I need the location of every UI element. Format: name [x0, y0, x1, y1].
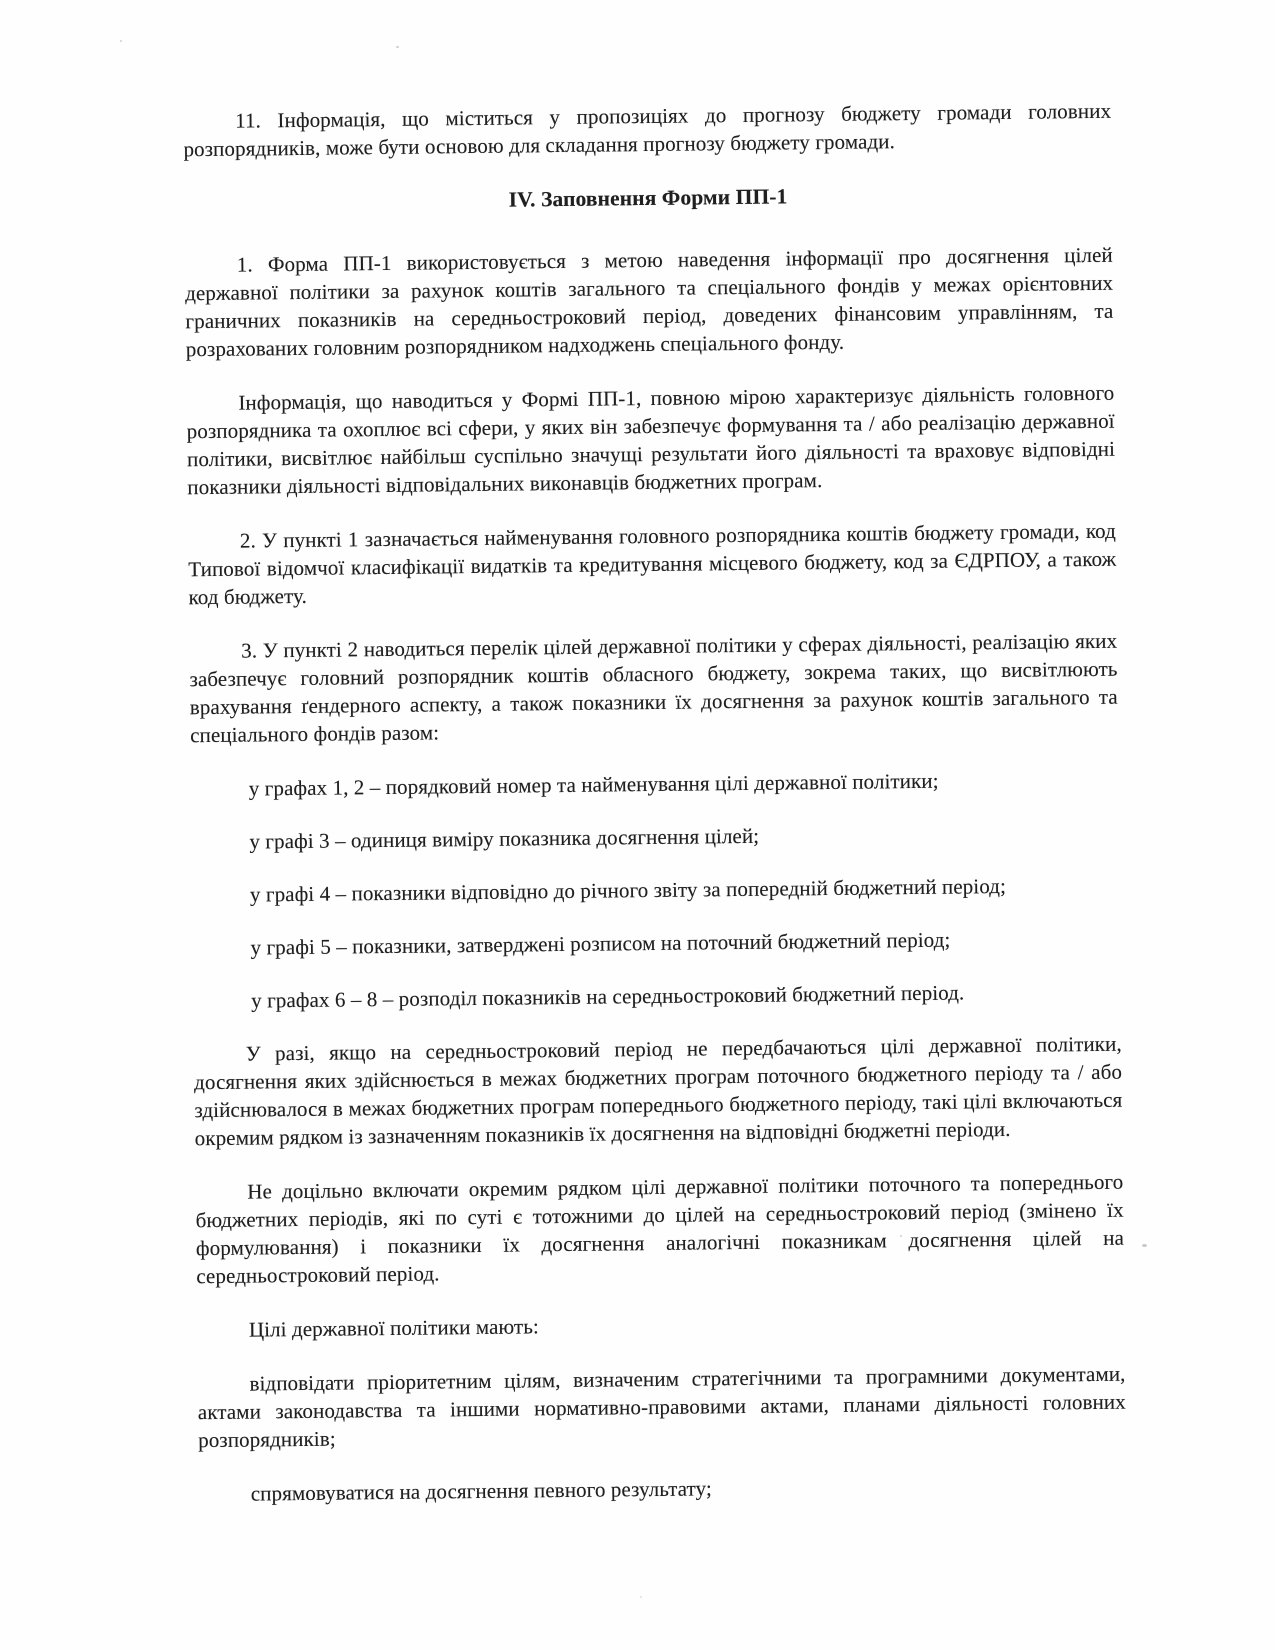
paragraph-goals-must: Цілі державної політики мають: [248, 1314, 540, 1342]
paragraph-3-point-2: 3. У пункті 2 наводиться перелік цілей державної політики у сферах діяльності, реалізацію яких забезпечує головний розпорядник коштів обласного бюджету, зокрема таких, що висвітлюють врахування ґендерного аспекту, а також показники їх досягнення за рахунок коштів загального та спеціального фондів разом: [189, 628, 1118, 748]
list-item-column-4: у графі 4 – показники відповідно до річного звіту за попередній бюджетний період; [249, 873, 1007, 907]
paragraph-form-information-scope: Інформація, що наводиться у Формі ПП-1, повною мірою характеризує діяльність головного розпорядника та охоплює всі сфери, у яких він забезпечує формування та / або реалізацію державної політики, висвітлює найбільш суспільно значущі результати його діяльності та враховує відповідні показники діяльності відповідальних виконавців бюджетних програм. [186, 380, 1116, 500]
scan-noise-speck [1142, 1244, 1147, 1247]
paragraph-1-form-purpose: 1. Форма ПП-1 використовується з метою наведення інформації про досягнення цілей державної політики за рахунок коштів загального та спеціального фондів у межах орієнтовних граничних показників на середньостроковий період, доведених фінансовим управлінням, та розрахованих головним розпорядником надходжень спеціального фонду. [185, 242, 1114, 362]
paragraph-not-expedient: Не доцільно включати окремим рядком цілі державної політики поточного та попереднього бюджетних періодів, які по суті є тотожними до цілей на середньостроковий період (змінено їх формулювання) і показники їх досягнення аналогічні показникам досягнення цілей на середньостроковий період. [195, 1169, 1125, 1289]
paragraph-goal-aim-result: спрямовуватися на досягнення певного результату; [250, 1476, 712, 1506]
scan-noise-speck [396, 46, 399, 48]
paragraph-goal-correspond-priorities: відповідати пріоритетним цілям, визначеним стратегічними та програмними документами, актами законодавства та іншими нормативно-правовими актами, планами діяльності головних розпорядників; [197, 1361, 1126, 1453]
list-item-columns-1-2: у графах 1, 2 – порядковий номер та найменування цілі державної політики; [248, 768, 939, 801]
document-content [183, 97, 1127, 1534]
scan-noise-speck [120, 40, 122, 42]
paragraph-proposals-basis: 11. Інформація, що міститься у пропозиціях до прогнозу бюджету громади головних розпорядників, може бути основою для складання прогнозу бюджету громади. [183, 98, 1112, 162]
section-heading-form-pp1: IV. Заповнення Форми ПП-1 [508, 184, 788, 212]
list-item-column-5: у графі 5 – показники, затверджені розписом на поточний бюджетний період; [250, 927, 951, 960]
list-item-columns-6-8: у графах 6 – 8 – розподіл показників на середньостроковий бюджетний період. [251, 980, 965, 1013]
paragraph-2-point-1: 2. У пункті 1 зазначається найменування головного розпорядника коштів бюджету громади, код Типової відомчої класифікації видатків та кредитування місцевого бюджету, код за ЄДРПОУ, а також код бюджету. [188, 518, 1117, 610]
paragraph-medium-term-exception: У разі, якщо на середньостроковий період не передбачаються цілі державної політики, досягнення яких здійснюється в межах бюджетних програм поточного бюджетного періоду та / або здійснювалося в межах бюджетних програм попереднього бюджетного періоду, такі цілі включаються окремим рядком із зазначенням показників їх досягнення на відповідні бюджетні періоди. [193, 1031, 1123, 1151]
scan-noise-speck [640, 1596, 642, 1598]
list-item-column-3: у графі 3 – одиниця виміру показника досягнення цілей; [249, 823, 760, 854]
